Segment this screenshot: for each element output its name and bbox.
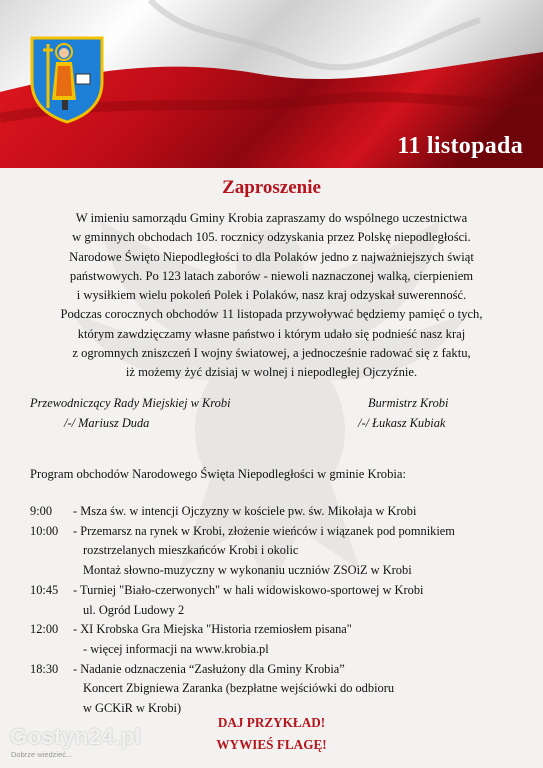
program-time: 10:00: [30, 523, 59, 538]
signature-role: Burmistrz Krobi: [368, 396, 449, 410]
watermark-tagline: Dobrze wiedzieć...: [11, 750, 73, 759]
program-list: [30, 502, 520, 719]
program-time: 9:00: [30, 504, 53, 518]
invitation-text: [30, 209, 513, 383]
program-line: - Turniej "Biało-czerwonych" w hali widowiskowo-sportowej w Krobi: [73, 582, 424, 597]
coat-of-arms-icon: [28, 34, 106, 124]
program-line: Montaż słowno-muzyczny w wykonaniu uczniów ZSOiZ w Krobi: [83, 563, 412, 578]
callout-line: WYWIEŚ FLAGĘ!: [216, 737, 327, 752]
intro-line: państwowych. Po 123 latach zaborów - niewoli naznaczonej walką, cierpieniem: [69, 268, 474, 283]
program-item: [30, 522, 520, 581]
program-line: - XI Krobska Gra Miejska "Historia rzemiosłem pisana": [73, 622, 352, 637]
intro-line: Podczas corocznych obchodów 11 listopada przywoływać będziemy pamięć o tych,: [60, 307, 483, 322]
intro-line: i wysiłkiem wielu pokoleń Polek i Polaków, nasz kraj odzyskał suwerenność.: [76, 288, 467, 303]
signature-mayor: [358, 393, 448, 433]
program-line: - Nadanie odznaczenia “Zasłużony dla Gminy Krobia”: [73, 661, 345, 676]
program-time: 18:30: [30, 661, 59, 676]
program-item: [30, 581, 520, 620]
program-time: 12:00: [30, 622, 59, 637]
program-line: ul. Ogród Ludowy 2: [83, 602, 185, 617]
invitation-title: Zaproszenie: [222, 177, 321, 198]
program-line: - Msza św. w intencji Ojczyzny w kościele pw. św. Mikołaja w Krobi: [73, 504, 417, 518]
program-item: [30, 660, 520, 719]
signature-name: /-/ Mariusz Duda: [64, 416, 150, 430]
intro-line: iż możemy żyć dzisiaj w wolnej i niepodległej Ojczyźnie.: [125, 365, 418, 380]
date-heading: 11 listopada: [397, 133, 523, 159]
intro-line: Narodowe Święto Niepodległości to dla Polaków jedno z najważniejszych świąt: [69, 249, 474, 264]
signature-role: Przewodniczący Rady Miejskiej w Krobi: [30, 396, 231, 410]
signature-name: /-/ Łukasz Kubiak: [358, 416, 446, 430]
program-line: rozstrzelanych mieszkańców Krobi i okolic: [83, 543, 299, 558]
program-line: - więcej informacji na www.krobia.pl: [83, 641, 269, 656]
intro-line: w gminnych obchodach 105. rocznicy odzyskania przez Polskę niepodległości.: [72, 230, 471, 245]
program-line: Koncert Zbigniewa Zaranka (bezpłatne wejściówki do odbioru: [83, 681, 395, 696]
program-item: [30, 502, 520, 522]
program-title: Program obchodów Narodowego Święta Niepodległości w gminie Krobia:: [30, 467, 406, 481]
program-line: - Przemarsz na rynek w Krobi, złożenie wieńców i wiązanek pod pomnikiem: [73, 523, 455, 538]
intro-line: z ogromnych zniszczeń I wojny światowej, a jednocześnie radować się z faktu,: [72, 346, 471, 361]
program-line: w GCKiR w Krobi): [83, 701, 182, 716]
intro-line: którym zawdzięczamy własne państwo i którym udało się podnieść nasz kraj: [77, 326, 466, 341]
watermark-logo: Gostyn24.pl: [10, 724, 142, 749]
signature-council-chair: [30, 393, 231, 433]
program-time: 10:45: [30, 582, 59, 597]
program-item: [30, 620, 520, 659]
callout-line: DAJ PRZYKŁAD!: [217, 715, 326, 730]
intro-line: W imieniu samorządu Gminy Krobia zapraszamy do wspólnego uczestnictwa: [75, 211, 468, 225]
